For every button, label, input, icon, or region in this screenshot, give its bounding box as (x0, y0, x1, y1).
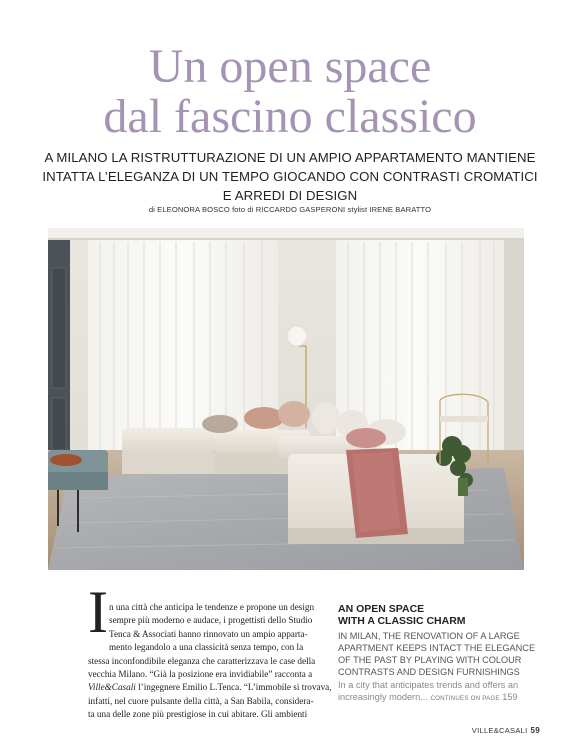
english-heading (338, 603, 538, 627)
headline-line-2: dal fascino classico (103, 90, 477, 143)
english-heading-line-1: AN OPEN SPACE (338, 603, 425, 615)
folio-magazine: VILLE&CASALI (471, 726, 528, 735)
article-body (88, 601, 332, 722)
subtitle: A MILANO LA RISTRUTTURAZIONE DI UN AMPIO APPARTAMENTO MANTIENE INTATTA L’ELEGANZA DI UN TEMPO GIOCANDO CON CONTRASTI CROMATICI E ARREDI DI DESIGN (42, 150, 538, 203)
credits-photographer: RICCARDO GASPERONI (255, 205, 346, 214)
english-body-text: In a city that anticipates trends and offers an increasingly modern... (338, 680, 519, 702)
article-line: ta una delle zone più prestigiose in cui abitare. Gli ambienti (88, 709, 308, 720)
article-line: stessa inconfondibile eleganza che caratterizzava le case della (88, 655, 316, 666)
headline-line-1: Un open space (148, 40, 432, 93)
article-line: sempre più moderno e audace, i progettisti dello Studio (109, 615, 313, 626)
english-heading-line-2: WITH A CLASSIC CHARM (338, 615, 466, 627)
article-line: n una città che anticipa le tendenze e propone un design (109, 602, 315, 612)
credits-stylist-prefix: stylist (345, 205, 370, 214)
page-folio (472, 726, 540, 735)
article-line: vecchia Milano. “Già la posizione era invidiabile” racconta a (88, 669, 313, 680)
living-room-photo (48, 228, 524, 570)
english-lede: IN MILAN, THE RENOVATION OF A LARGE APARTMENT KEEPS INTACT THE ELEGANCE OF THE PAST BY PLAYING WITH COLOUR CONTRASTS AND DESIGN FURNISHINGS (338, 631, 536, 677)
continues-page: 159 (502, 692, 518, 702)
magazine-name-italic: Ville&Casali (88, 682, 136, 693)
english-body (338, 679, 538, 705)
credits-author: ELEONORA BOSCO (157, 205, 230, 214)
article-line (88, 681, 332, 694)
credits-line (0, 205, 580, 214)
drop-cap: I (88, 579, 108, 645)
continues-label: CONTINUES ON PAGE (430, 695, 500, 702)
article-line: mento legandolo a una classicità senza tempo, con la (109, 642, 304, 653)
credits-photo-prefix: foto di (229, 205, 256, 214)
credits-stylist: IRENE BARATTO (369, 205, 432, 214)
credits-prefix: di (148, 205, 158, 214)
article-line: Tenca & Associati hanno rinnovato un ampio apparta- (109, 628, 308, 639)
folio-page-number: 59 (530, 726, 540, 735)
article-line-rest: l’ingegnere Emilio L.Tenca. “L’immobile si trovava, (135, 682, 332, 693)
article-line: infatti, nel cuore pulsante della città, a San Babila, considera- (88, 695, 314, 706)
